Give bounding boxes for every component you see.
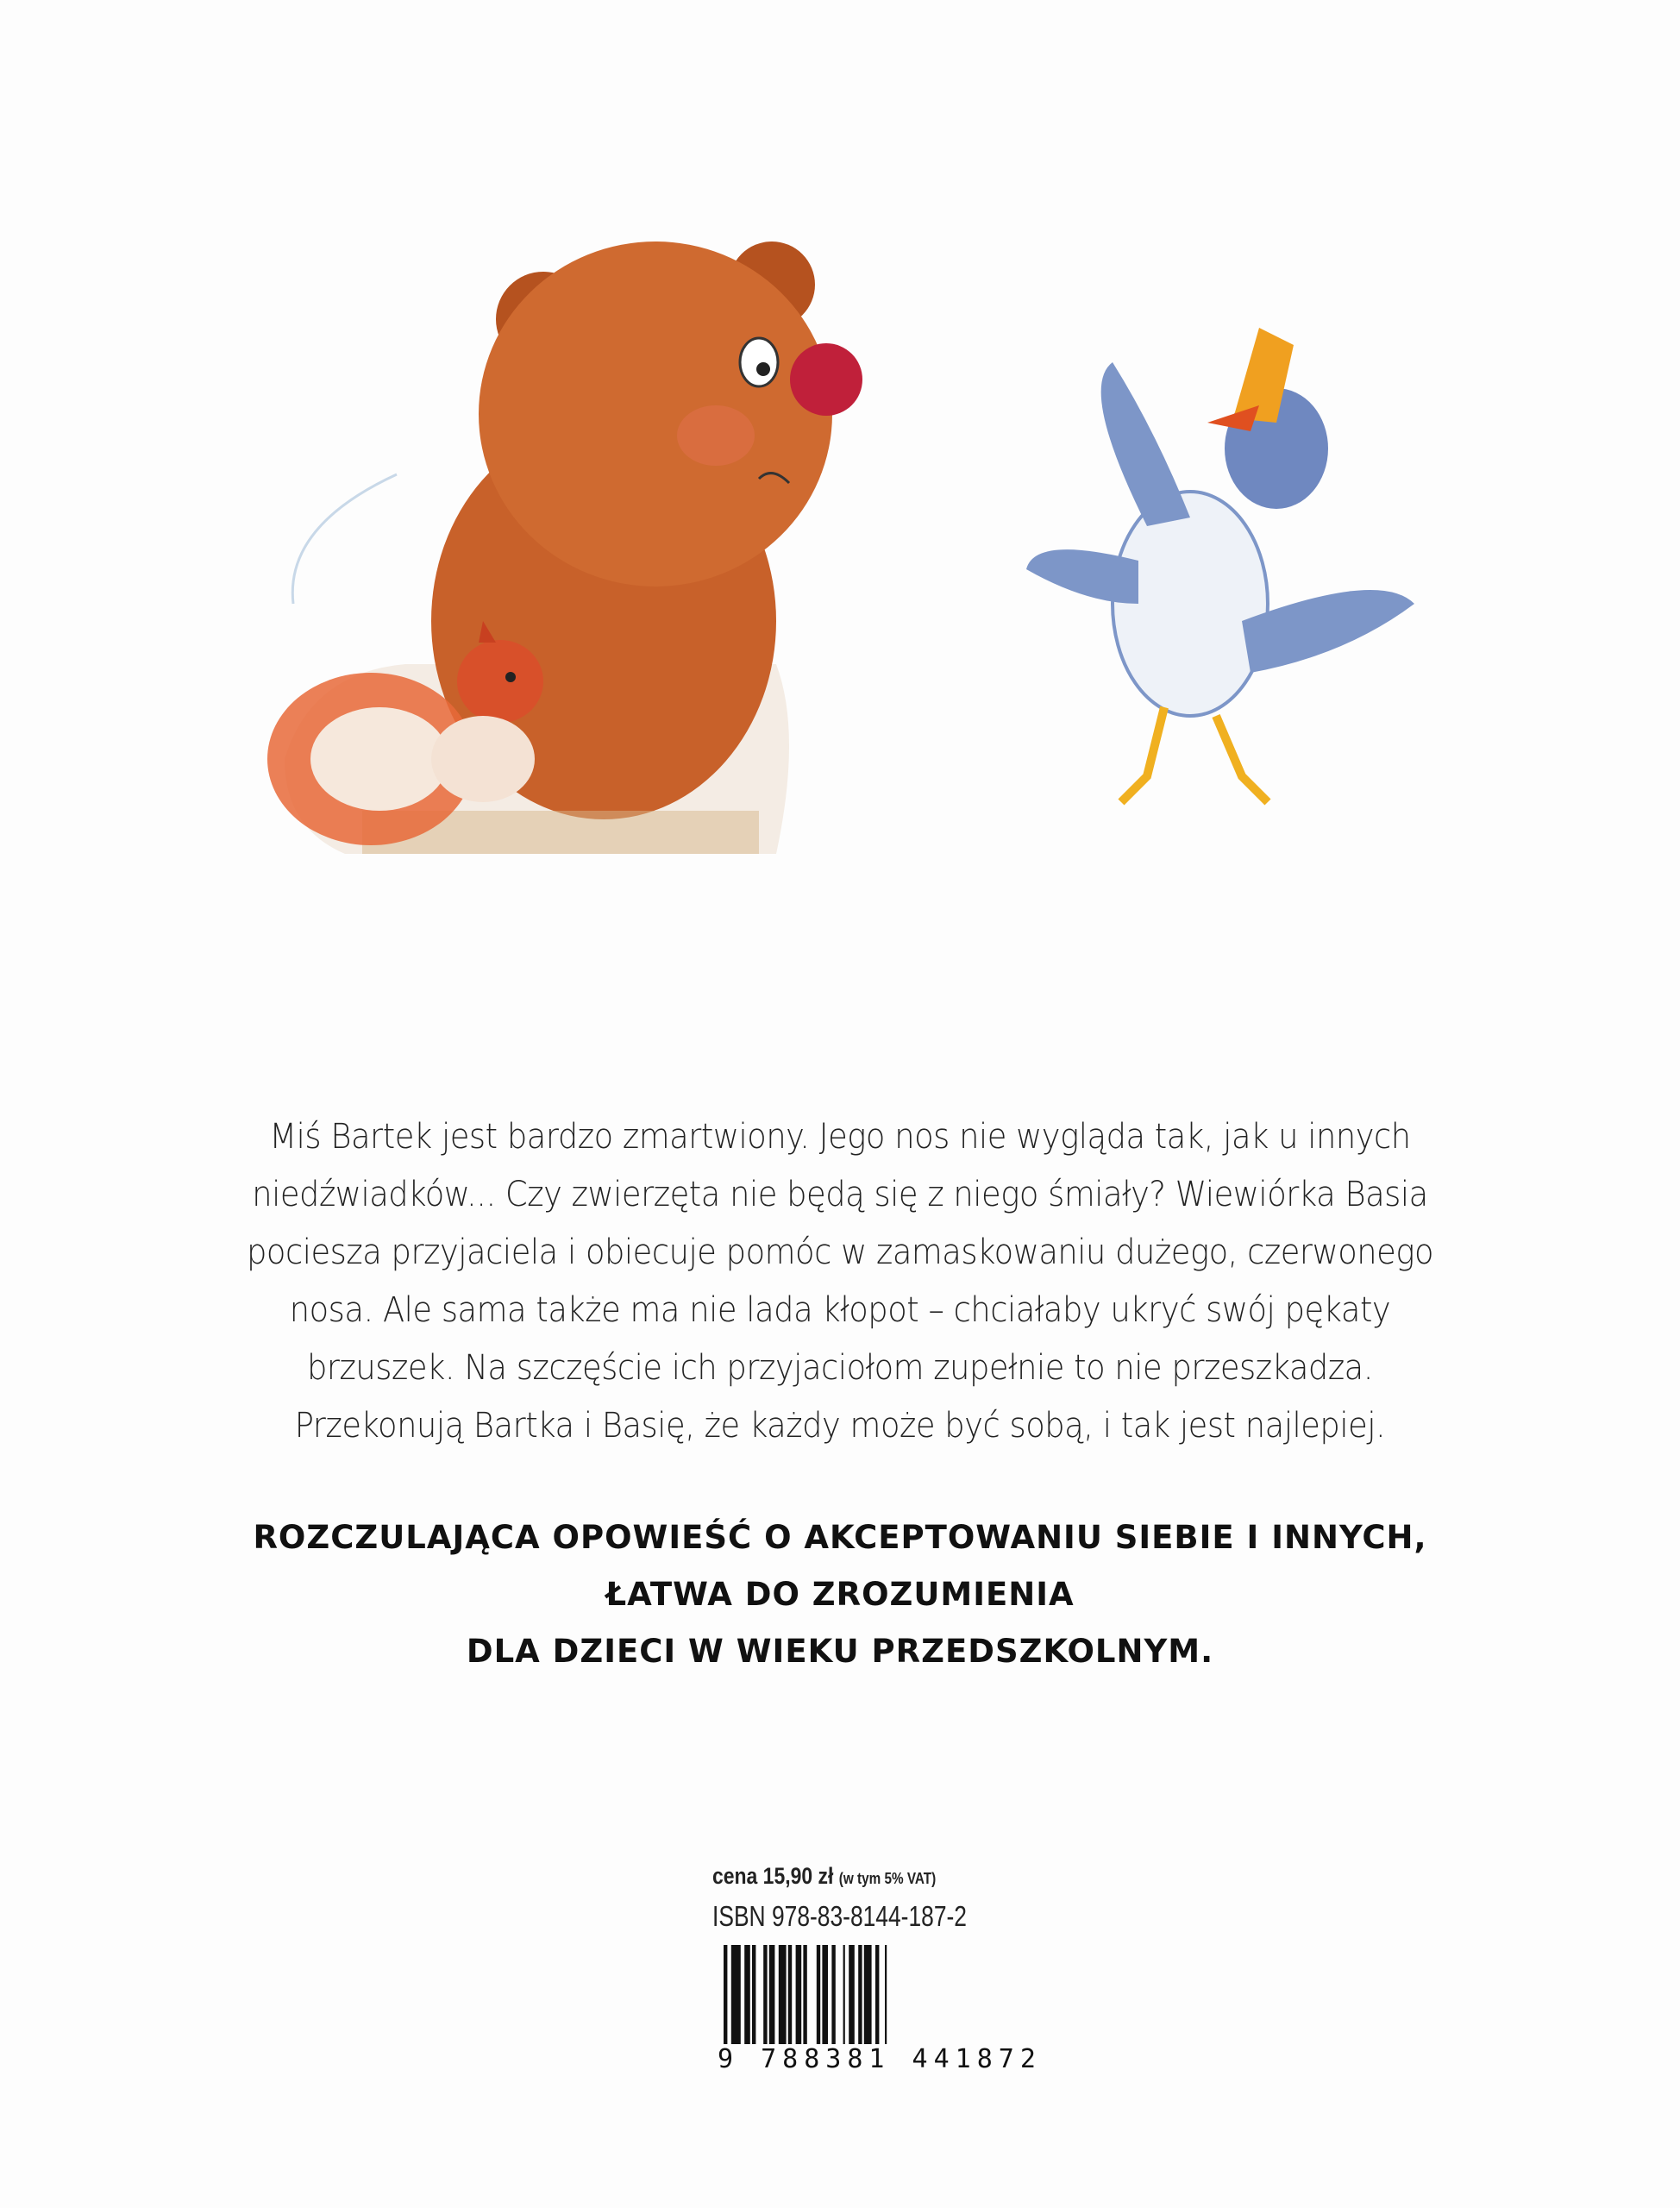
- description-line: Przekonują Bartka i Basię, że każdy może być sobą, i tak jest najlepiej.: [294, 1406, 1386, 1446]
- description-line: brzuszek. Na szczęście ich przyjaciołom zupełnie to nie przeszkadza.: [306, 1348, 1374, 1388]
- book-description: [0, 1108, 1680, 1455]
- description-line: niedźwiadków... Czy zwierzęta nie będą się z niego śmiały? Wiewiórka Basia: [252, 1175, 1428, 1214]
- bird-illustration: [1026, 328, 1414, 802]
- barcode-number: 9 788381 441872: [718, 2044, 1042, 2074]
- price: [712, 1863, 936, 1890]
- price-vat: (w tym 5% VAT): [838, 1870, 937, 1887]
- illustration-bear-squirrel-bird: [0, 0, 1680, 949]
- tagline-line: ŁATWA DO ZROZUMIENIA: [605, 1576, 1075, 1613]
- description-line: pociesza przyjaciela i obiecuje pomóc w zamaskowaniu dużego, czerwonego: [246, 1233, 1434, 1272]
- tagline-line: ROZCZULAJĄCA OPOWIEŚĆ O AKCEPTOWANIU SIEBIE I INNYCH,: [253, 1519, 1427, 1556]
- price-label: cena 15,90 zł: [712, 1863, 834, 1889]
- description-line: Miś Bartek jest bardzo zmartwiony. Jego nos nie wygląda tak, jak u innych: [269, 1117, 1411, 1157]
- tagline-line: DLA DZIECI W WIEKU PRZEDSZKOLNYM.: [466, 1633, 1214, 1670]
- description-line: nosa. Ale sama także ma nie lada kłopot – chciałaby ukryć swój pękaty: [289, 1290, 1391, 1330]
- tagline: [0, 1509, 1680, 1680]
- isbn: ISBN 978-83-8144-187-2: [712, 1900, 967, 1932]
